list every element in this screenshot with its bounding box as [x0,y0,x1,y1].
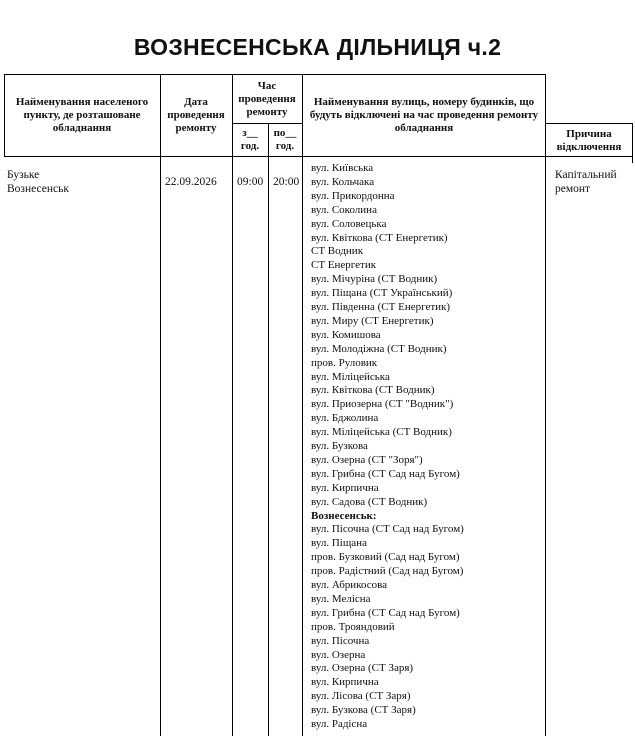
reason-cell: Капітальний ремонт [555,169,617,195]
street-item: пров. Трояндовий [311,620,395,633]
header-date: Дата проведення ремонту [167,96,225,134]
street-item: вул. Піщана [311,537,367,550]
street-item: вул. Молодіжна (СТ Водник) [311,342,447,355]
street-item: вул. Бджолина [311,412,379,425]
street-item: вул. Бузкова [311,440,368,452]
street-item: вул. Радісна [311,718,368,730]
street-item: вул. Кирпична [311,676,379,689]
date-cell: 22.09.2026 [165,176,217,188]
street-item: СТ Водник [311,245,364,258]
street-item: вул. Абрикосова [311,579,388,591]
time-subheader-divider [232,123,302,124]
street-item: СТ Енергетик [311,259,377,272]
street-item: вул. Соловецька [311,217,387,230]
street-item: вул. Київська [311,162,374,174]
header-streets: Найменування вулиць, номеру будинків, що будуть відключені на час проведення ремонту обладнання [309,96,539,134]
street-item: вул. Міліцейська [311,370,390,383]
settlement-name: Бузьке [7,169,40,181]
header-bottom-border [4,156,633,157]
street-item: вул. Озерна (СТ "Зоря") [311,453,423,466]
time-from-cell: 09:00 [237,176,264,188]
street-item: вул. Кольчака [311,175,375,188]
street-item: вул. Південна (СТ Енергетик) [311,301,451,313]
street-item: пров. Бузковий (Сад над Бугом) [311,551,460,564]
street-item: вул. Приозерна (СТ "Водник") [311,398,454,411]
street-item: вул. Озерна (СТ Заря) [311,662,414,675]
reason-header-top-border [545,123,633,124]
header-from: з__ год. [240,127,260,152]
table-top-border [4,74,545,75]
street-item: вул. Прикордонна [311,189,395,202]
street-item: вул. Мелісна [311,592,371,605]
col-divider-from-to [268,123,269,736]
time-to-cell: 20:00 [273,176,300,188]
street-item: вул. Миру (СТ Енергетик) [311,314,434,327]
street-item: вул. Лісова (СТ Заря) [311,690,411,703]
street-item: вул. Піщана (СТ Український) [311,287,453,300]
col-divider-streets [302,74,303,736]
col-divider-date [160,74,161,736]
header-reason: Причина відключення [556,128,622,153]
street-item: вул. Пісочна (СТ Сад над Бугом) [311,523,464,536]
street-item: вул. Квіткова (СТ Водник) [311,384,435,397]
street-item: вул. Кирпична [311,481,379,494]
header-time: Час проведення ремонту [238,80,296,118]
street-item: вул. Пісочна [311,634,370,647]
col-divider-reason [545,74,546,736]
street-item: вул. Комишова [311,328,381,341]
street-item: вул. Озерна [311,648,366,661]
street-item: пров. Руловик [311,356,378,369]
street-item: вул. Бузкова (СТ Заря) [311,704,416,717]
street-item: вул. Мічуріна (СТ Водник) [311,273,438,286]
street-item: вул. Соколина [311,203,377,216]
table-right-border [632,123,633,163]
page-title: ВОЗНЕСЕНСЬКА ДІЛЬНИЦЯ ч.2 [133,34,502,60]
header-to: по__ год. [273,127,297,152]
street-item: пров. Радістний (Сад над Бугом) [311,565,464,578]
street-item: вул. Міліцейська (СТ Водник) [311,426,452,439]
street-item: вул. Грибна (СТ Сад над Бугом) [311,606,460,619]
street-item: Вознесенськ: [311,509,377,522]
settlement-name: Вознесенськ [7,183,69,195]
street-item: вул. Садова (СТ Водник) [311,495,428,508]
table-left-border [4,74,5,157]
street-item: вул. Грибна (СТ Сад над Бугом) [311,467,460,480]
col-divider-time [232,74,233,736]
header-settlement: Найменування населеного пункту, де розташоване обладнання [15,96,149,134]
street-item: вул. Квіткова (СТ Енергетик) [311,231,448,244]
settlement-cell [7,168,69,196]
